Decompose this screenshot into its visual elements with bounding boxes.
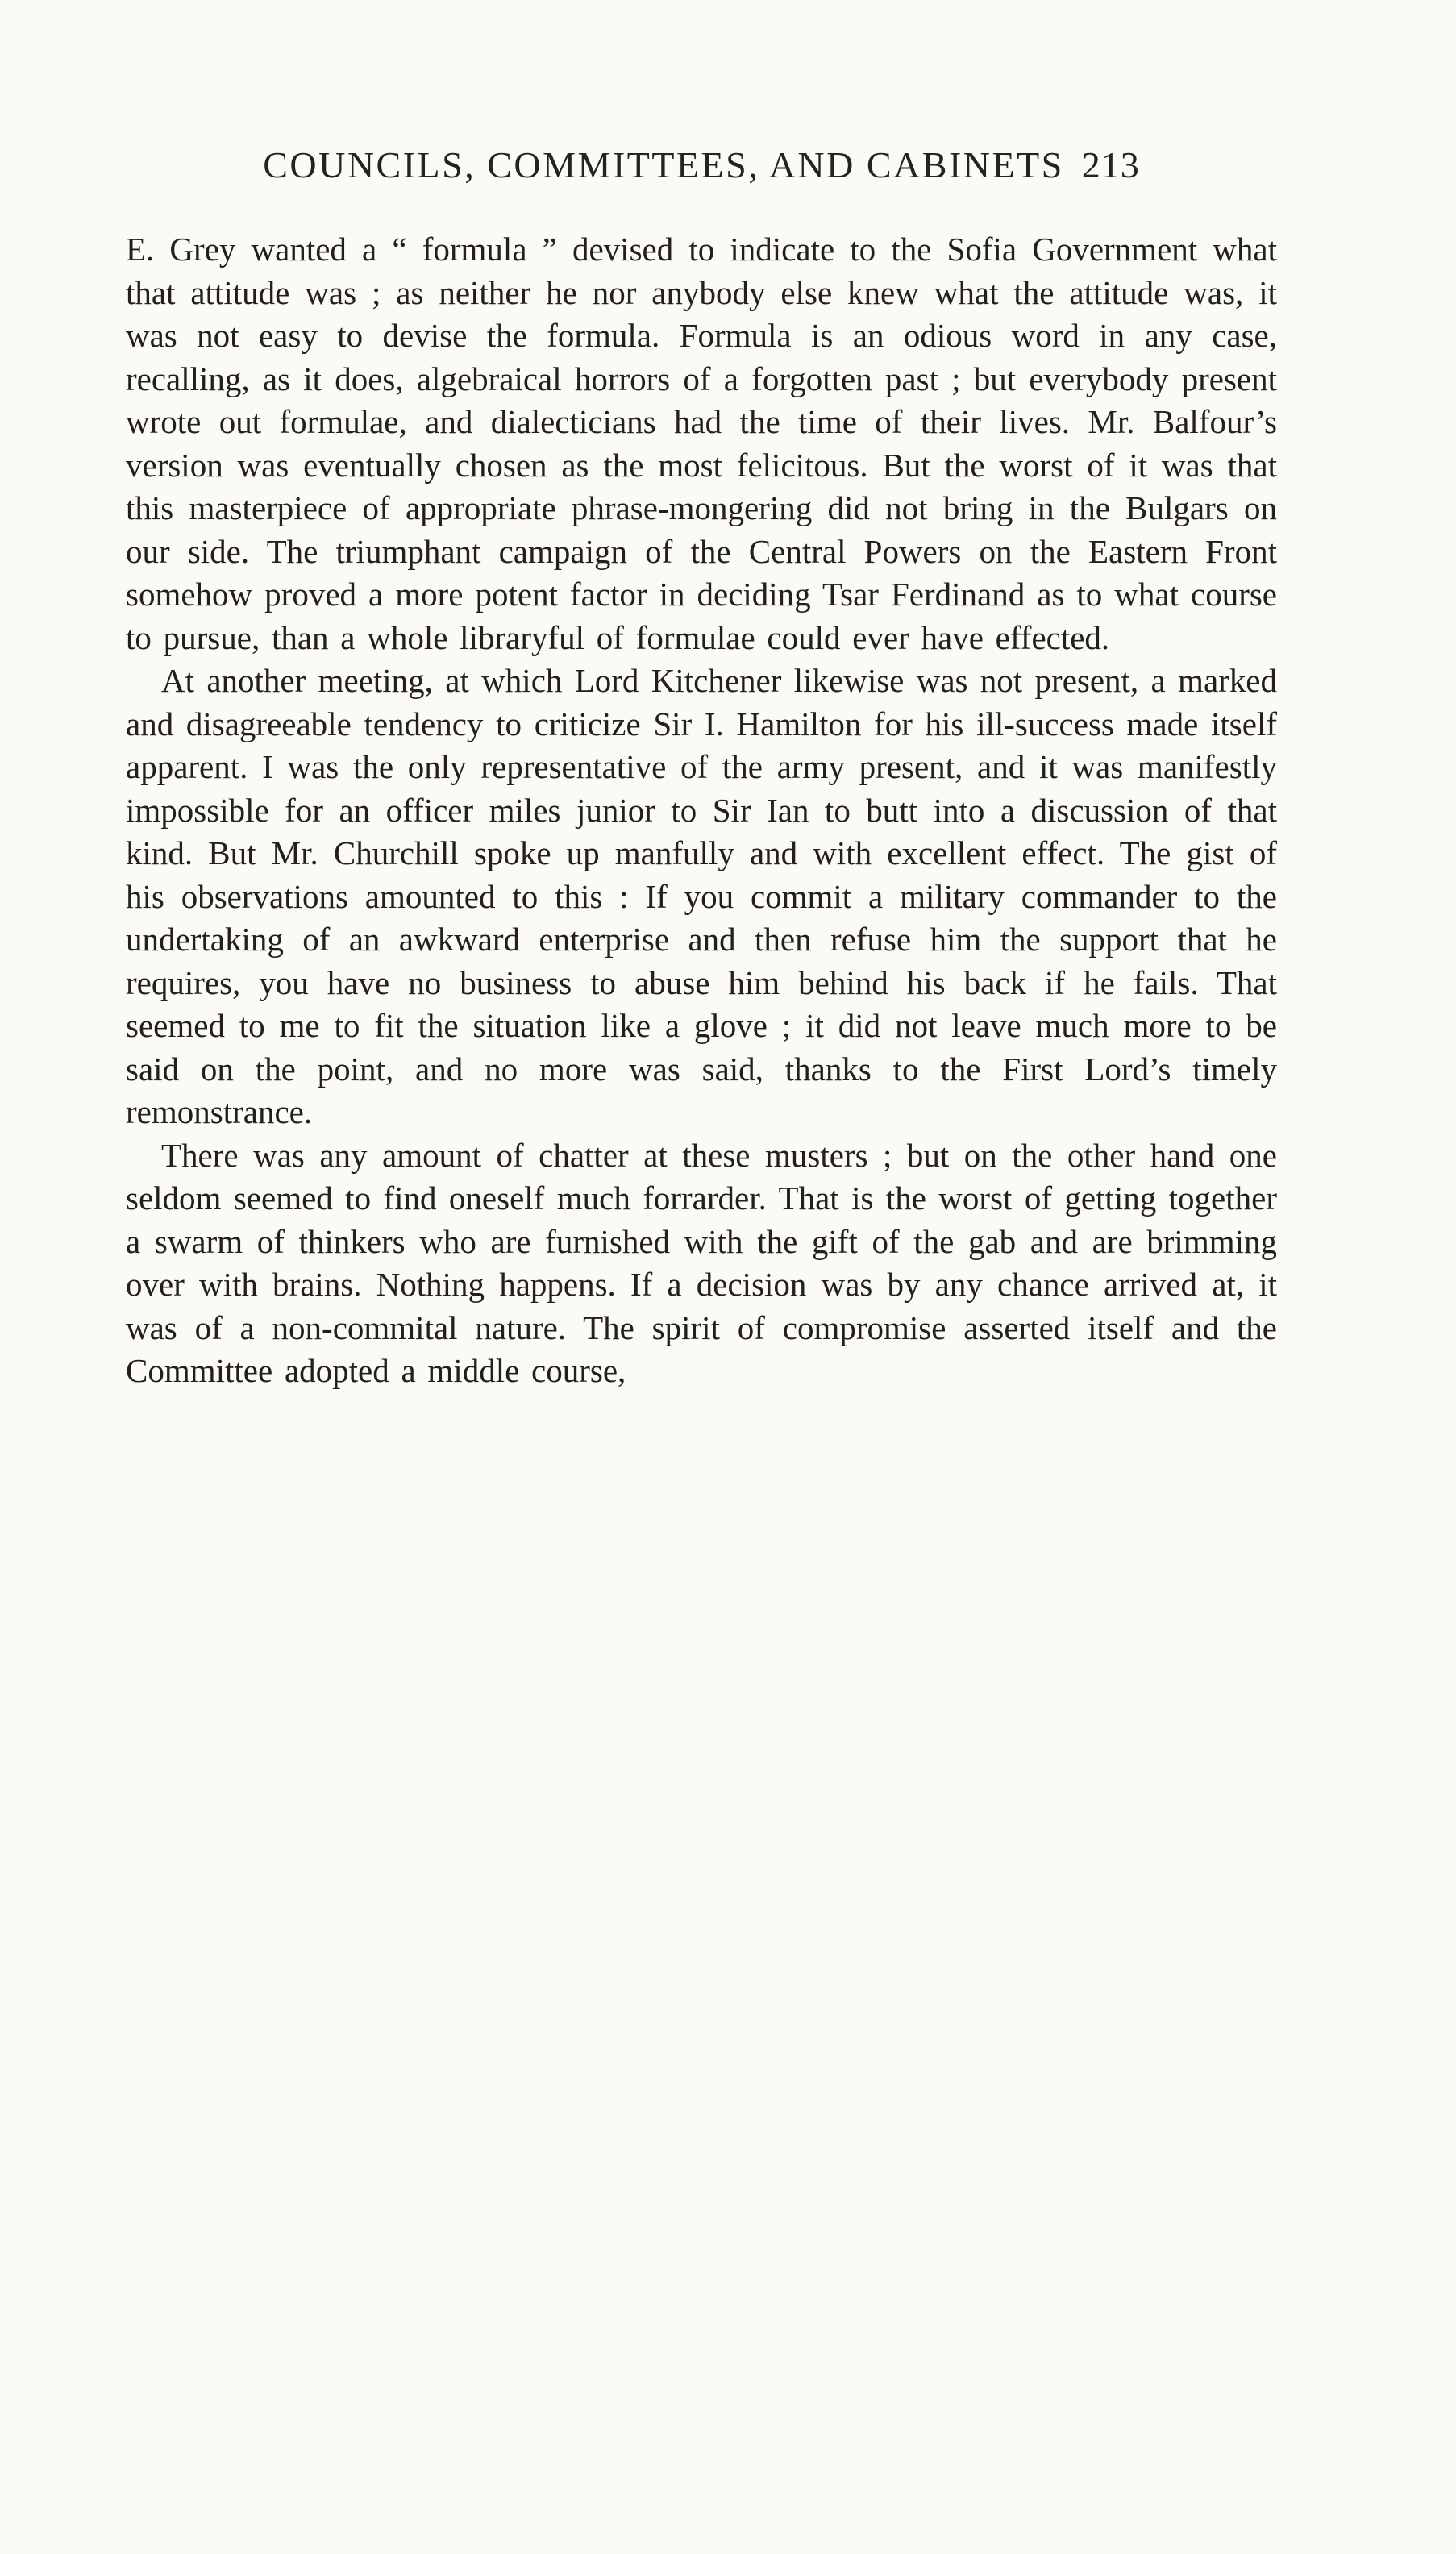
running-header xyxy=(126,144,1277,186)
paragraph-3: There was any amount of chatter at these musters ; but on the other hand one seldom seemed to find oneself much forrarder. That is the worst of getting together a swarm of thinkers who are furnished with the gift of the gab and are brimming over with brains. Nothing happens. If a decision was by any chance arrived at, it was of a non-commital nature. The spirit of compromise asserted itself and the Committee adopted a middle course, xyxy=(126,1136,1277,1389)
paragraph-1: E. Grey wanted a “ formula ” devised to indicate to the Sofia Government what that attitude was ; as neither he nor anybody else knew what the attitude was, it was not easy to devise the formula. Formula is an odious word in any case, recalling, as it does, algebraical horrors of a forgotten past ; but everybody present wrote out formulae, and dialecticians had the time of their lives. Mr. Balfour’s version was eventually chosen as the most felicitous. But the worst of it was that this masterpiece of appropriate phrase-mongering did not bring in the Bulgars on our side. The triumphant campaign of the Central Powers on the Eastern Front somehow proved a more potent factor in deciding Tsar Ferdinand as to what course to pursue, than a whole libraryful of formulae could ever have effected. xyxy=(126,231,1277,656)
page-number: 213 xyxy=(1081,144,1140,185)
paragraph-2: At another meeting, at which Lord Kitchener likewise was not present, a marked and disagreeable tendency to criticize Sir I. Hamilton for his ill-success made itself apparent. I was the only representative of the army present, and it was manifestly impossible for an officer miles junior to Sir Ian to butt into a discussion of that kind. But Mr. Churchill spoke up manfully and with excellent effect. The gist of his observations amounted to this : If you commit a military commander to the undertaking of an awkward enterprise and then refuse him the support that he requires, you have no business to abuse him behind his back if he fails. That seemed to me to fit the situation like a glove ; it did not leave much more to be said on the point, and no more was said, thanks to the First Lord’s timely remonstrance. xyxy=(126,662,1277,1130)
running-header-title: COUNCILS, COMMITTEES, AND CABINETS xyxy=(263,144,1064,185)
page-body xyxy=(126,228,1277,1393)
